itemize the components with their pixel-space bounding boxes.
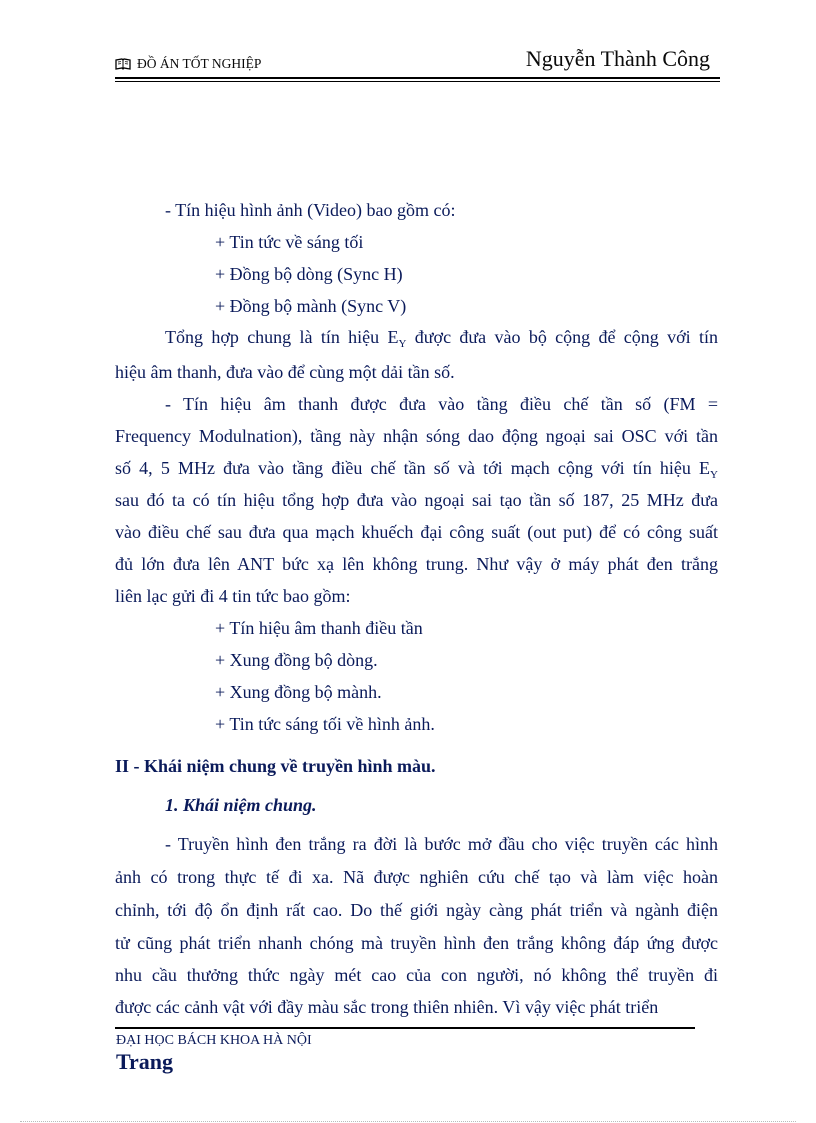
section-heading: II - Khái niệm chung về truyền hình màu. [115, 756, 436, 776]
header-doc-title: ĐỒ ÁN TỐT NGHIỆP [137, 56, 262, 71]
list-item: + Xung đồng bộ mành. [215, 682, 382, 702]
paragraph-line: Frequency Modulnation), tầng này nhận sóng dao động ngoại sai OSC với tần [115, 426, 718, 446]
video-signal-intro: - Tín hiệu hình ảnh (Video) bao gồm có: [165, 200, 456, 220]
list-item: + Tín hiệu âm thanh điều tần [215, 618, 423, 638]
footer-page-label: Trang [116, 1049, 174, 1074]
paragraph-line: số 4, 5 MHz đưa vào tầng điều chế tần số và tới mạch cộng với tín hiệu $E_Y$ [115, 458, 718, 481]
list-item: + Tin tức về sáng tối [215, 232, 364, 252]
list-item: + Đồng bộ mành (Sync V) [215, 296, 407, 316]
list-item: + Xung đồng bộ dòng. [215, 650, 378, 670]
paragraph-line: - Truyền hình đen trắng ra đời là bước mở đầu cho việc truyền các hình [165, 834, 718, 854]
header-rule-thin [115, 81, 720, 82]
subsection-heading: 1. Khái niệm chung. [165, 795, 317, 815]
page-bottom-divider [20, 1121, 796, 1122]
list-item: + Đồng bộ dòng (Sync H) [215, 264, 403, 284]
header-author: Nguyễn Thành Công [525, 46, 710, 71]
book-icon [115, 58, 131, 70]
paragraph-line: liên lạc gửi đi 4 tin tức bao gồm: [115, 586, 351, 606]
page-header [115, 46, 720, 80]
paragraph-line: ảnh có trong thực tế đi xa. Nã được nghiên cứu chế tạo và làm việc hoàn [115, 867, 718, 887]
paragraph-line: - Tín hiệu âm thanh được đưa vào tầng điều chế tần số (FM = [165, 394, 718, 414]
paragraph-line: vào điều chế sau đưa qua mạch khuếch đại công suất (out put) để có công suất [115, 522, 718, 542]
footer-university: ĐẠI HỌC BÁCH KHOA HÀ NỘI [116, 1033, 312, 1048]
header-rule-thick [115, 77, 720, 79]
header-title-group [115, 56, 261, 72]
list-item: + Tin tức sáng tối về hình ảnh. [215, 714, 435, 734]
paragraph-line: sau đó ta có tín hiệu tổng hợp đưa vào ngoại sai tạo tần số 187, 25 MHz đưa [115, 490, 718, 510]
footer-rule [115, 1027, 695, 1029]
paragraph-line: đủ lớn đưa lên ANT bức xạ lên không trung. Như vậy ở máy phát đen trắng [115, 554, 718, 574]
paragraph-line: chỉnh, tới độ ổn định rất cao. Do thế giới ngày càng phát triển và ngành điện [115, 900, 718, 920]
paragraph-line: nhu cầu thưởng thức ngày mét cao của con người, nó không thể truyền đi [115, 965, 718, 985]
paragraph-line: Tổng hợp chung là tín hiệu $E_Y$ được đưa vào bộ cộng để cộng với tín [165, 327, 718, 350]
paragraph-line: tử cũng phát triển nhanh chóng mà truyền hình đen trắng không đáp ứng được [115, 933, 718, 953]
paragraph-line: hiệu âm thanh, đưa vào để cùng một dải tần số. [115, 362, 455, 382]
paragraph-line: được các cảnh vật với đầy màu sắc trong thiên nhiên. Vì vậy việc phát triển [115, 997, 659, 1017]
